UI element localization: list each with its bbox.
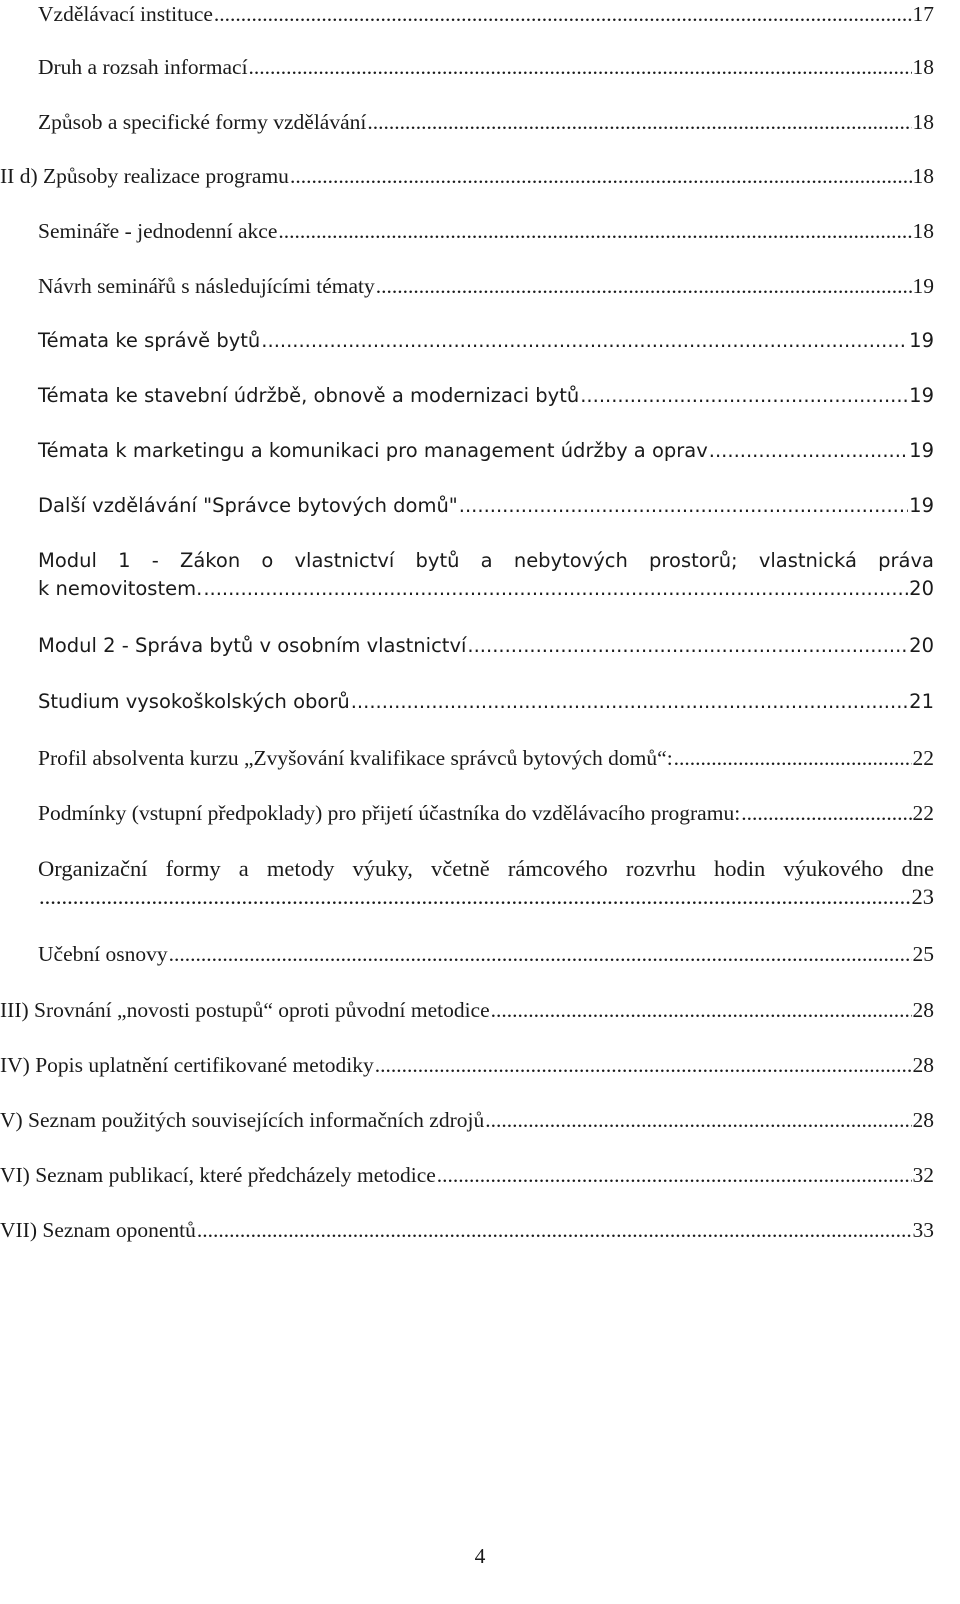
toc-leader <box>278 217 911 245</box>
toc-entry[interactable] <box>0 996 934 1024</box>
toc-leader <box>491 996 912 1024</box>
toc-leader <box>261 327 908 355</box>
toc-entry[interactable] <box>38 632 934 660</box>
toc-entry-title: VII) Seznam oponentů <box>0 1218 196 1242</box>
toc-entry-page: 22 <box>912 746 934 770</box>
toc-entry-page: 21 <box>909 690 934 713</box>
toc-leader <box>674 744 912 772</box>
toc-entry-page: 19 <box>909 494 934 517</box>
toc-leader <box>580 382 908 410</box>
toc-entry-page: 32 <box>912 1163 934 1187</box>
toc-entry-page: 18 <box>912 110 934 134</box>
toc-entry-title: IV) Popis uplatnění certifikované metodiky <box>0 1053 374 1077</box>
toc-entry-title: Organizační formy a metody výuky, včetně rámcového rozvrhu hodin výukového dne <box>38 856 934 881</box>
toc-entry-title: Druh a rozsah informací <box>38 55 248 79</box>
toc-leader <box>203 575 908 603</box>
toc-entry-page: 28 <box>912 1108 934 1132</box>
toc-entry-title: Další vzdělávání "Správce bytových domů" <box>38 494 458 517</box>
toc-entry-title-continued: k nemovitostem. <box>38 577 203 600</box>
toc-entry-page: 17 <box>912 2 934 26</box>
toc-leader <box>249 53 912 81</box>
toc-entry[interactable] <box>38 217 934 245</box>
toc-entry[interactable] <box>38 108 934 136</box>
toc-entry[interactable] <box>0 1216 934 1244</box>
toc-entry-page: 18 <box>912 219 934 243</box>
toc-entry-title: Témata ke stavební údržbě, obnově a modernizaci bytů <box>38 384 580 407</box>
toc-entry-title: Vzdělávací instituce <box>38 2 213 26</box>
page-number: 4 <box>474 1544 486 1568</box>
toc-entry[interactable] <box>38 327 934 355</box>
toc-leader <box>169 940 912 968</box>
toc-entry[interactable] <box>38 855 934 915</box>
toc-entry-title: III) Srovnání „novosti postupů“ oproti původní metodice <box>0 998 490 1022</box>
toc-entry[interactable] <box>38 547 934 609</box>
toc-entry-page: 20 <box>909 577 934 600</box>
toc-entry-page: 19 <box>909 384 934 407</box>
toc-leader <box>709 437 908 465</box>
toc-leader <box>741 799 911 827</box>
toc-leader <box>197 1216 912 1244</box>
toc-entry-title: Modul 2 - Správa bytů v osobním vlastnictví <box>38 634 467 657</box>
toc-entry[interactable] <box>0 1106 934 1134</box>
toc-entry-page: 19 <box>909 439 934 462</box>
toc-entry-title: Podmínky (vstupní předpoklady) pro přijetí účastníka do vzdělávacího programu: <box>38 801 741 825</box>
toc-entry-title: Učební osnovy <box>38 942 168 966</box>
toc-entry-page: 25 <box>912 942 934 966</box>
toc-entry-title: Semináře - jednodenní akce <box>38 219 278 243</box>
toc-entry-page: 28 <box>912 998 934 1022</box>
toc-entry-page: 18 <box>912 55 934 79</box>
toc-entry-page: 19 <box>909 329 934 352</box>
toc-entry[interactable] <box>38 0 934 28</box>
toc-entry-title: Profil absolventa kurzu „Zvyšování kvalifikace správců bytových domů“: <box>38 746 673 770</box>
toc-entry[interactable] <box>38 688 934 716</box>
toc-entry-page: 18 <box>912 164 934 188</box>
toc-entry[interactable] <box>38 53 934 81</box>
toc-leader <box>437 1161 912 1189</box>
toc-entry-title: II d) Způsoby realizace programu <box>0 164 289 188</box>
toc-entry[interactable] <box>0 1051 934 1079</box>
toc-entry[interactable] <box>0 1161 934 1189</box>
toc-entry-page: 28 <box>912 1053 934 1077</box>
toc-entry-page: 22 <box>912 801 934 825</box>
toc-entry-title: V) Seznam použitých souvisejících informačních zdrojů <box>0 1108 485 1132</box>
toc-entry-title: Studium vysokoškolských oborů <box>38 690 350 713</box>
toc-leader <box>375 1051 912 1079</box>
toc-leader <box>485 1106 911 1134</box>
toc-entry[interactable] <box>38 744 934 772</box>
toc-entry[interactable] <box>38 382 934 410</box>
toc-entry-title: Témata ke správě bytů <box>38 329 261 352</box>
toc-leader <box>367 108 911 136</box>
toc-entry-page: 33 <box>912 1218 934 1242</box>
toc-entry-page: 19 <box>912 274 934 298</box>
toc-entry[interactable] <box>38 799 934 827</box>
toc-entry-page: 20 <box>909 634 934 657</box>
toc-entry-title: Modul 1 - Zákon o vlastnictví bytů a nebytových prostorů; vlastnická práva <box>38 549 934 572</box>
toc-leader <box>459 492 908 520</box>
toc-entry-title: VI) Seznam publikací, které předcházely metodice <box>0 1163 436 1187</box>
toc-leader <box>376 272 912 300</box>
toc-leader <box>351 688 908 716</box>
toc-entry-title: Témata k marketingu a komunikaci pro management údržby a oprav <box>38 439 708 462</box>
toc-entry[interactable] <box>0 162 934 190</box>
toc-entry-page: 23 <box>911 884 934 909</box>
toc-entry[interactable] <box>38 492 934 520</box>
toc-entry-title: Návrh seminářů s následujícími tématy <box>38 274 375 298</box>
toc-leader <box>290 162 912 190</box>
toc-entry-title: Způsob a specifické formy vzdělávání <box>38 110 367 134</box>
toc-entry[interactable] <box>38 272 934 300</box>
toc-entry[interactable] <box>38 437 934 465</box>
toc-leader <box>39 883 911 911</box>
toc-leader <box>214 0 912 28</box>
toc-leader <box>467 632 908 660</box>
toc-entry[interactable] <box>38 940 934 968</box>
